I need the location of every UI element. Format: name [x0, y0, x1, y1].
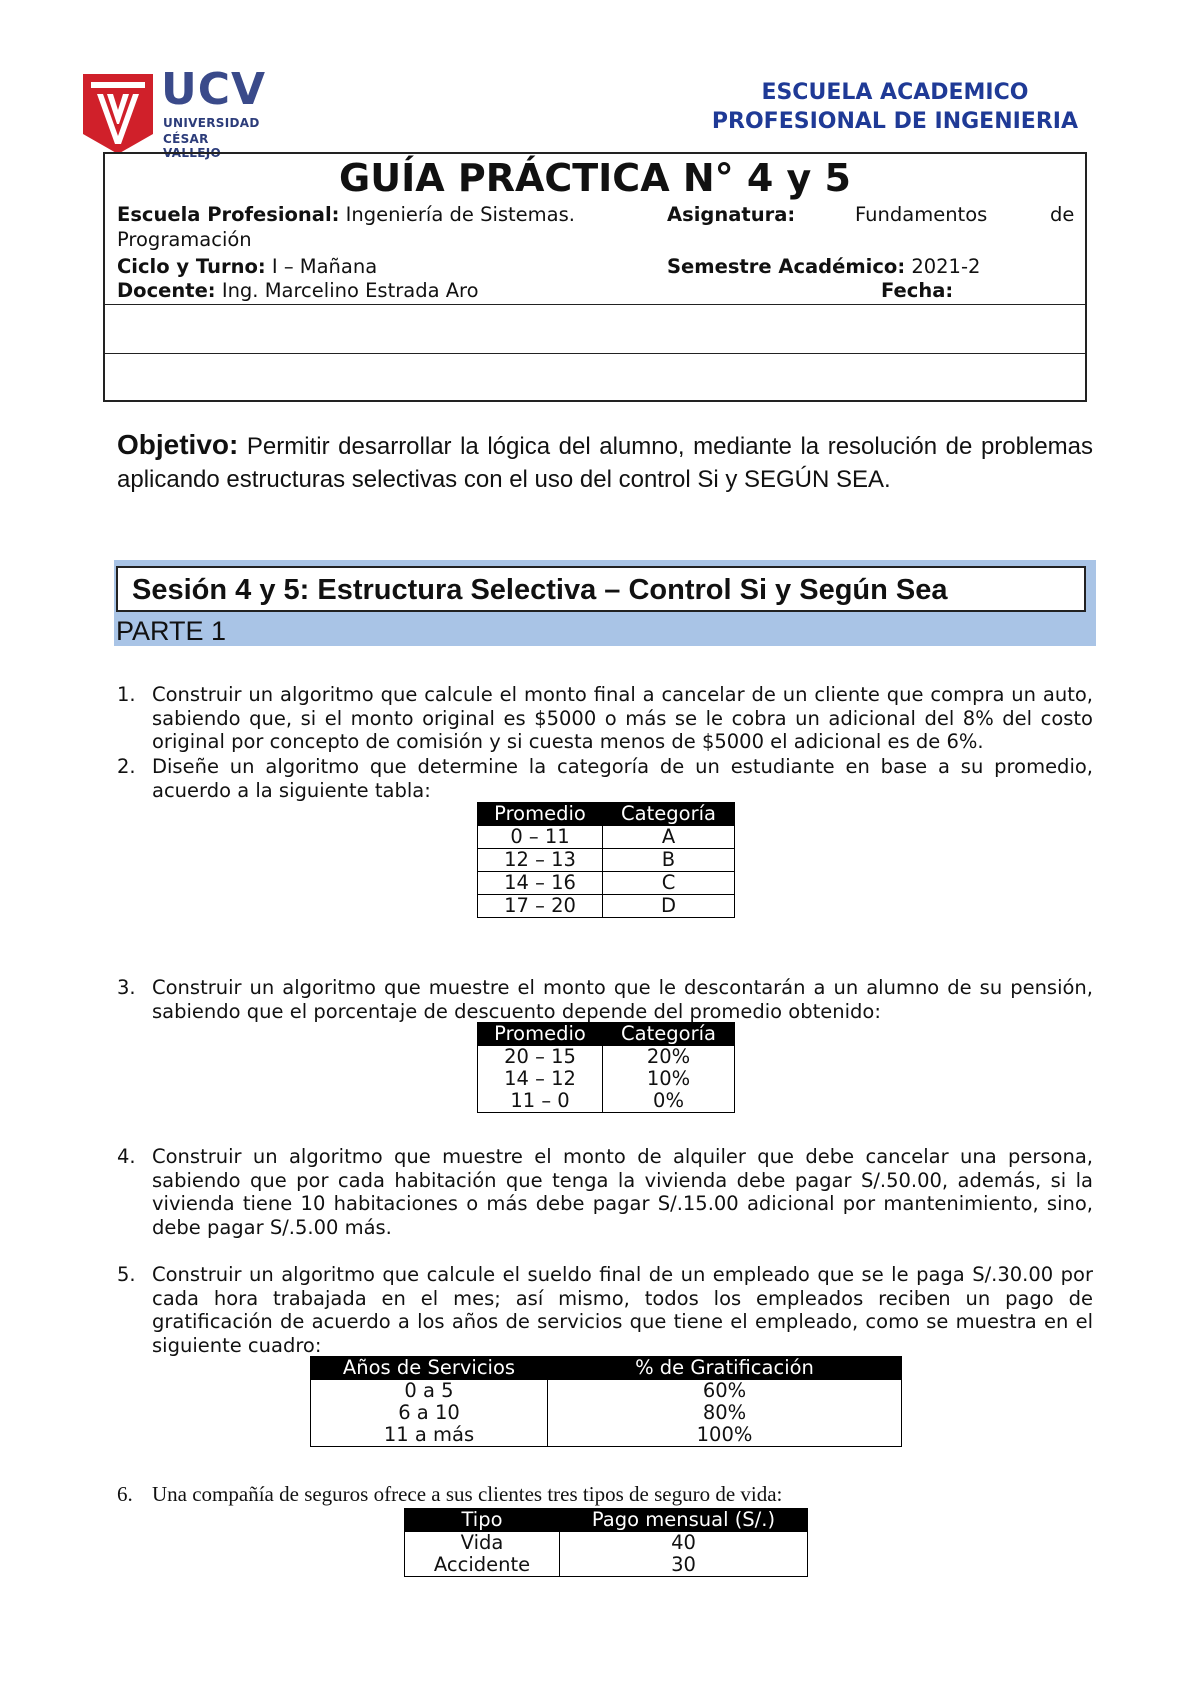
- exercise-number: 6.: [117, 1482, 133, 1506]
- table-header-row: [311, 1357, 902, 1380]
- header-divider-1: [105, 304, 1085, 305]
- docente-row: [117, 278, 479, 303]
- ucv-logo: [83, 64, 267, 160]
- table-row: [405, 1554, 808, 1577]
- table-cell: D: [603, 895, 735, 918]
- escuela-value: Ingeniería de Sistemas.: [345, 203, 575, 226]
- exercise-text: Construir un algoritmo que calcule el sueldo final de un empleado que se le paga S/.30.00 por cada hora trabajada en el mes; así mismo, todos los empleados reciben un pago de gratificación de acuerdo a los años de servicios que tiene el empleado, como se muestra en el siguiente cuadro:: [152, 1263, 1093, 1357]
- table-row: [311, 1380, 902, 1403]
- table-row: [478, 1046, 735, 1069]
- exercise-text: Una compañía de seguros ofrece a sus clientes tres tipos de seguro de vida:: [152, 1482, 783, 1506]
- table-cell: 17 – 20: [478, 895, 603, 918]
- table-cell: 14 – 16: [478, 872, 603, 895]
- semestre-row: [667, 254, 980, 279]
- table-cell: 12 – 13: [478, 849, 603, 872]
- exercise-text: Construir un algoritmo que calcule el monto final a cancelar de un cliente que compra un auto, sabiendo que, si el monto original es $5000 o más se le cobra un adicional del 8% del costo original por concepto de comisión y si cuesta menos de $5000 el adicional es de 6%.: [152, 683, 1093, 753]
- table-row: [478, 826, 735, 849]
- table-cell: 100%: [548, 1424, 902, 1447]
- table-cell: 11 a más: [311, 1424, 548, 1447]
- table-cell: 14 – 12: [478, 1068, 603, 1090]
- exercise-number: 3.: [117, 976, 136, 999]
- ciclo-row: [117, 254, 377, 279]
- school-line1: ESCUELA ACADEMICO: [761, 80, 1029, 105]
- table-header: Promedio: [478, 803, 603, 826]
- docente-label: Docente:: [117, 279, 216, 302]
- exercise-text: Construir un algoritmo que muestre el monto de alquiler que debe cancelar una persona, sabiendo que por cada habitación que tenga la vivienda debe pagar S/.50.00, además, si la vivienda tiene 10 habitaciones o más debe pagar S/.15.00 adicional por mantenimiento, sino, debe pagar S/.5.00 más.: [152, 1145, 1093, 1239]
- asignatura-label: Asignatura:: [667, 203, 796, 226]
- school-line2: PROFESIONAL DE INGENIERIA: [711, 109, 1078, 134]
- school-name: [712, 78, 1078, 136]
- table-header: Años de Servicios: [311, 1357, 548, 1380]
- table-row: [478, 849, 735, 872]
- table-cell: 30: [560, 1554, 808, 1577]
- table-header: Promedio: [478, 1023, 603, 1046]
- asignatura-value-3: Programación: [117, 228, 252, 251]
- exercise-text: Diseñe un algoritmo que determine la categoría de un estudiante en base a su promedio, acuerdo a la siguiente tabla:: [152, 755, 1093, 802]
- table-header: Categoría: [603, 1023, 735, 1046]
- table-row: [478, 895, 735, 918]
- page-title: GUÍA PRÁCTICA N° 4 y 5: [339, 156, 851, 200]
- table-row: [478, 1068, 735, 1090]
- exercise-3: [117, 976, 1093, 1023]
- table-row: [311, 1424, 902, 1447]
- fecha-row: [881, 278, 953, 303]
- table-row: [311, 1402, 902, 1424]
- table-header: Tipo: [405, 1509, 560, 1532]
- table-cell: 0 – 11: [478, 826, 603, 849]
- exercise-text: Construir un algoritmo que muestre el monto que le descontarán a un alumno de su pensión, sabiendo que el porcentaje de descuento depende del promedio obtenido:: [152, 976, 1093, 1023]
- docente-value: Ing. Marcelino Estrada Aro: [221, 279, 479, 302]
- table-cell: 6 a 10: [311, 1402, 548, 1424]
- session-section: [114, 560, 1096, 646]
- table-cell: B: [603, 849, 735, 872]
- table-header-row: [405, 1509, 808, 1532]
- table-cell: 0%: [603, 1090, 735, 1113]
- table-cell: Vida: [405, 1532, 560, 1555]
- table-header: Pago mensual (S/.): [560, 1509, 808, 1532]
- objective: [117, 428, 1093, 496]
- table-cell: Accidente: [405, 1554, 560, 1577]
- logo-line2: CÉSAR VALLEJO: [163, 132, 222, 160]
- escuela-row: [117, 202, 575, 227]
- exercise-number: 1.: [117, 683, 136, 706]
- exercise-1: [117, 683, 1093, 754]
- objective-text: Permitir desarrollar la lógica del alumno, mediante la resolución de problemas aplicando estructuras selectivas con el uso del control Si y SEGÚN SEA.: [117, 433, 1094, 493]
- asignatura-value-2: de: [1050, 203, 1075, 226]
- objective-label: Objetivo:: [117, 429, 239, 460]
- table-seguros: [404, 1508, 808, 1577]
- semestre-label: Semestre Académico:: [667, 255, 906, 278]
- table-cell: 10%: [603, 1068, 735, 1090]
- part-heading: PARTE 1: [116, 616, 227, 646]
- exercise-5: [117, 1263, 1093, 1357]
- table-cell: 0 a 5: [311, 1380, 548, 1403]
- exercise-2: [117, 755, 1093, 802]
- table-cell: 20%: [603, 1046, 735, 1069]
- table-gratificacion: [310, 1356, 902, 1447]
- ciclo-label: Ciclo y Turno:: [117, 255, 266, 278]
- header-box: [103, 152, 1087, 402]
- table-row: [405, 1532, 808, 1555]
- table-cell: C: [603, 872, 735, 895]
- exercise-number: 5.: [117, 1263, 136, 1286]
- logo-brand: UCV: [161, 64, 267, 115]
- table-descuento: [477, 1022, 735, 1113]
- logo-line1: UNIVERSIDAD: [163, 116, 260, 130]
- table-row: [478, 1090, 735, 1113]
- table-row: [478, 872, 735, 895]
- header-divider-2: [105, 353, 1085, 354]
- asignatura-value-1: Fundamentos: [855, 203, 988, 226]
- escuela-label: Escuela Profesional:: [117, 203, 340, 226]
- table-cell: 20 – 15: [478, 1046, 603, 1069]
- table-header-row: [478, 1023, 735, 1046]
- session-title: Sesión 4 y 5: Estructura Selectiva – Control Si y Según Sea: [116, 566, 1086, 612]
- table-categoria: [477, 802, 735, 918]
- asignatura-label-wrap: [667, 202, 795, 227]
- table-header: Categoría: [603, 803, 735, 826]
- table-cell: 60%: [548, 1380, 902, 1403]
- table-cell: 11 – 0: [478, 1090, 603, 1113]
- fecha-label: Fecha:: [881, 279, 954, 302]
- exercise-number: 2.: [117, 755, 136, 778]
- table-cell: 40: [560, 1532, 808, 1555]
- ucv-shield-icon: [83, 74, 153, 154]
- table-header: % de Gratificación: [548, 1357, 902, 1380]
- semestre-value: 2021-2: [911, 255, 981, 278]
- table-cell: A: [603, 826, 735, 849]
- exercise-4: [117, 1145, 1093, 1239]
- ciclo-value: I – Mañana: [271, 255, 378, 278]
- exercise-number: 4.: [117, 1145, 136, 1168]
- table-cell: 80%: [548, 1402, 902, 1424]
- exercise-6: [117, 1483, 1093, 1507]
- table-header-row: [478, 803, 735, 826]
